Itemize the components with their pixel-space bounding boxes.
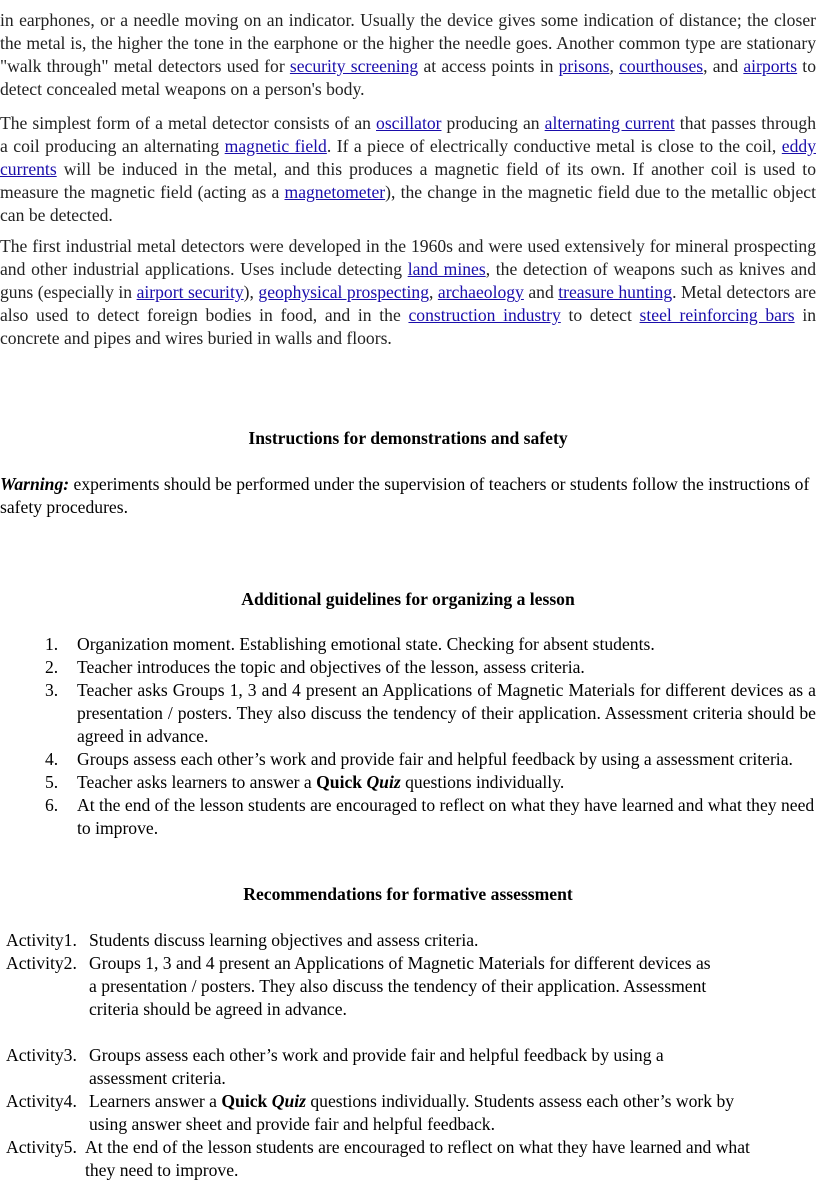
link-prisons[interactable]: prisons (558, 56, 610, 76)
list-number: 5. (45, 772, 59, 792)
text-span: , the detection of weapons such as knives and guns (especially in (0, 259, 816, 302)
activity-text: Students discuss learning objectives and assess criteria. (89, 930, 479, 950)
text-span: , and (703, 56, 744, 76)
link-security-screening[interactable]: security screening (289, 56, 419, 76)
bold-quick: Quick (221, 1091, 272, 1111)
activity-text: At the end of the lesson students are encouraged to reflect on what they have learned and what they need to improve. (85, 1137, 750, 1180)
text-span: ), the change in the magnetic field due to the metallic object can be detected. (0, 182, 816, 225)
warning-label: Warning: (0, 474, 70, 494)
bold-italic-quiz: Quiz (271, 1091, 306, 1111)
activity-text: questions individually. Students assess each other’s work by using answer sheet and provide fair and helpful feedback. (89, 1091, 735, 1134)
link-airport-security[interactable]: airport security (136, 282, 244, 302)
text-span: The simplest form of a metal detector consists of an (0, 113, 377, 133)
link-oscillator[interactable]: oscillator (376, 113, 442, 133)
list-item (0, 679, 816, 748)
bold-italic-quiz: Quiz (366, 772, 401, 792)
list-number: 2. (45, 657, 59, 677)
list-item (0, 1136, 816, 1182)
list-item (0, 1090, 816, 1136)
list-item (0, 952, 816, 1021)
link-construction-industry[interactable]: construction industry (408, 305, 561, 325)
list-number: 3. (45, 680, 59, 700)
list-item (0, 633, 816, 656)
list-text: Groups assess each other’s work and provide fair and helpful feedback by using a assessment criteria. (77, 749, 793, 769)
link-airports[interactable]: airports (743, 56, 798, 76)
list-item (0, 794, 816, 840)
list-text: questions individually. (400, 772, 565, 792)
text-span: will be induced in the metal, and this produces a magnetic field of its own. If another coil is used to measure the magnetic field (acting as a (0, 159, 816, 202)
list-item (0, 929, 816, 952)
text-span: ), (243, 282, 259, 302)
text-span: and (523, 282, 559, 302)
activity-label: Activity4. (6, 1091, 77, 1111)
link-steel-reinforcing-bars[interactable]: steel reinforcing bars (639, 305, 795, 325)
link-magnetometer[interactable]: magnetometer (284, 182, 386, 202)
paragraph-metal-detector-types (0, 9, 816, 101)
list-number: 6. (45, 795, 59, 815)
bold-quick: Quick (316, 772, 367, 792)
list-number: 1. (45, 634, 59, 654)
list-text: Teacher introduces the topic and objectives of the lesson, assess criteria. (77, 657, 585, 677)
list-item (0, 748, 816, 771)
guidelines-list (0, 633, 816, 840)
list-text: At the end of the lesson students are encouraged to reflect on what they have learned and what they need to improve. (77, 795, 815, 838)
activity-text: Learners answer a (89, 1091, 222, 1111)
activity-text: Groups assess each other’s work and provide fair and helpful feedback by using a assessment criteria. (89, 1045, 664, 1088)
activity-label: Activity5. (6, 1137, 77, 1157)
paragraph-simplest-form (0, 112, 816, 227)
heading-additional-guidelines: Additional guidelines for organizing a lesson (241, 589, 575, 609)
activity-label: Activity3. (6, 1045, 77, 1065)
activity-text: Groups 1, 3 and 4 present an Applications of Magnetic Materials for different devices as a presentation / posters. They also discuss the tendency of their application. Assessment criteria should be agreed in advance. (89, 953, 711, 1019)
text-span: . Metal detectors are also used to detect foreign bodies in food, and in the (0, 282, 816, 325)
heading-instructions-safety: Instructions for demonstrations and safety (248, 428, 568, 448)
text-span: to detect (560, 305, 640, 325)
link-archaeology[interactable]: archaeology (437, 282, 524, 302)
text-span: at access points in (418, 56, 559, 76)
link-eddy-currents[interactable]: eddy currents (0, 136, 816, 179)
text-span: in concrete and pipes and wires buried in walls and floors. (0, 305, 816, 348)
link-treasure-hunting[interactable]: treasure hunting (558, 282, 673, 302)
list-item (0, 656, 816, 679)
list-item (0, 1044, 816, 1090)
text-span: in earphones, or a needle moving on an indicator. Usually the device gives some indication of distance; the closer the metal is, the higher the tone in the earphone or the higher the needle goes. Another common type are stationary "walk through" metal detectors used for (0, 10, 816, 76)
text-span: , (609, 56, 620, 76)
list-text: Organization moment. Establishing emotional state. Checking for absent students. (77, 634, 655, 654)
activities-list (0, 929, 816, 1182)
link-land-mines[interactable]: land mines (407, 259, 486, 279)
warning-paragraph (0, 473, 816, 519)
paragraph-industrial-detectors (0, 235, 816, 350)
link-courthouses[interactable]: courthouses (619, 56, 704, 76)
text-span: , (429, 282, 438, 302)
text-span: to detect concealed metal weapons on a person's body. (0, 56, 816, 99)
list-text: Teacher asks learners to answer a (77, 772, 317, 792)
activity-label: Activity2. (6, 953, 77, 973)
text-span: that passes through a coil producing an alternating (0, 113, 816, 156)
link-alternating-current[interactable]: alternating current (544, 113, 675, 133)
list-item (0, 771, 816, 794)
text-span: . If a piece of electrically conductive metal is close to the coil, (326, 136, 782, 156)
activity-label: Activity1. (6, 930, 77, 950)
list-number: 4. (45, 749, 59, 769)
list-text: Teacher asks Groups 1, 3 and 4 present an Applications of Magnetic Materials for different devices as a presentation / posters. They also discuss the tendency of their application. Assessment criteria should be agreed in advance. (77, 680, 816, 746)
link-geophysical-prospecting[interactable]: geophysical prospecting (258, 282, 429, 302)
heading-formative-assessment: Recommendations for formative assessment (243, 884, 573, 904)
warning-text: experiments should be performed under the supervision of teachers or students follow the instructions of safety procedures. (0, 474, 810, 517)
link-magnetic-field[interactable]: magnetic field (224, 136, 327, 156)
text-span: producing an (441, 113, 545, 133)
text-span: The first industrial metal detectors were developed in the 1960s and were used extensively for mineral prospecting and other industrial applications. Uses include detecting (0, 236, 816, 279)
